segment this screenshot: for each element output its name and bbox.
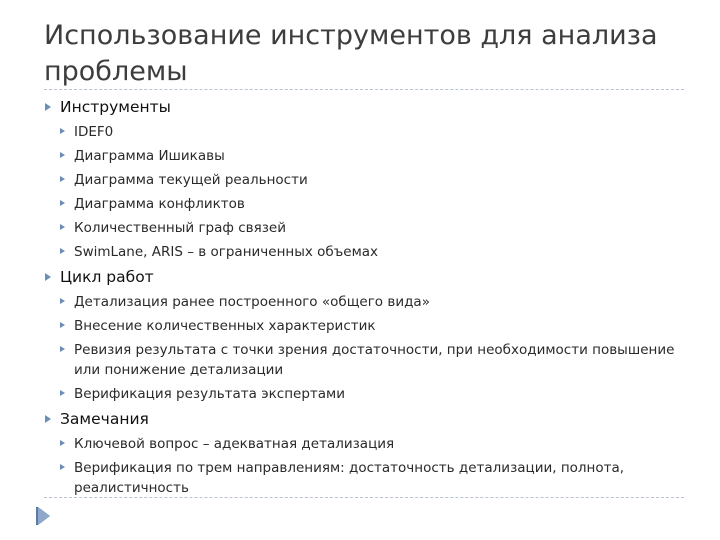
triangle-bullet-icon bbox=[60, 128, 65, 134]
section-heading-remarks bbox=[44, 408, 684, 430]
triangle-bullet-icon bbox=[60, 440, 65, 446]
list-item-label: Диаграмма текущей реальности bbox=[74, 172, 308, 188]
triangle-bullet-icon bbox=[60, 390, 65, 396]
triangle-bullet-icon bbox=[45, 273, 51, 281]
triangle-bullet-icon bbox=[60, 248, 65, 254]
list-item-label: IDEF0 bbox=[74, 124, 114, 140]
list-item-label: Ключевой вопрос – адекватная детализация bbox=[74, 436, 395, 452]
section-heading-label: Цикл работ bbox=[60, 268, 154, 286]
list-item-label: SwimLane, ARIS – в ограниченных объемах bbox=[74, 244, 379, 260]
list-item bbox=[44, 434, 684, 454]
triangle-bullet-icon bbox=[60, 152, 65, 158]
footer-divider bbox=[44, 497, 684, 498]
section-heading-label: Замечания bbox=[60, 410, 149, 428]
list-item bbox=[44, 218, 684, 238]
list-item bbox=[44, 316, 684, 336]
list-item bbox=[44, 146, 684, 166]
triangle-bullet-icon bbox=[60, 464, 65, 470]
section-heading-work-cycle bbox=[44, 266, 684, 288]
nav-arrow-icon bbox=[34, 505, 52, 527]
bullet-list bbox=[44, 96, 684, 498]
list-item bbox=[44, 170, 684, 190]
list-item-label: Верификация по трем направлениям: достаточность детализации, полнота, реалистичность bbox=[74, 460, 625, 496]
triangle-bullet-icon bbox=[60, 200, 65, 206]
triangle-bullet-icon bbox=[60, 224, 65, 230]
triangle-bullet-icon bbox=[45, 415, 51, 423]
triangle-bullet-icon bbox=[60, 346, 65, 352]
list-item bbox=[44, 384, 684, 404]
list-item-label: Диаграмма конфликтов bbox=[74, 196, 245, 212]
section-heading-label: Инструменты bbox=[60, 98, 171, 116]
list-item bbox=[44, 458, 684, 498]
list-item-label: Количественный граф связей bbox=[74, 220, 286, 236]
section-heading-tools bbox=[44, 96, 684, 118]
list-item bbox=[44, 122, 684, 142]
list-item-label: Верификация результата экспертами bbox=[74, 386, 346, 402]
triangle-bullet-icon bbox=[60, 176, 65, 182]
triangle-bullet-icon bbox=[45, 103, 51, 111]
list-item bbox=[44, 242, 684, 262]
triangle-bullet-icon bbox=[60, 298, 65, 304]
list-item bbox=[44, 340, 684, 380]
list-item-label: Диаграмма Ишикавы bbox=[74, 148, 225, 164]
slide-title: Использование инструментов для анализа проблемы bbox=[44, 20, 658, 87]
list-item-label: Ревизия результата с точки зрения достаточности, при необходимости повышение или понижение детализации bbox=[74, 342, 675, 378]
list-item-label: Детализация ранее построенного «общего вида» bbox=[74, 294, 430, 310]
list-item bbox=[44, 292, 684, 312]
list-item bbox=[44, 194, 684, 214]
title-divider bbox=[44, 89, 684, 90]
list-item-label: Внесение количественных характеристик bbox=[74, 318, 376, 334]
triangle-bullet-icon bbox=[60, 322, 65, 328]
